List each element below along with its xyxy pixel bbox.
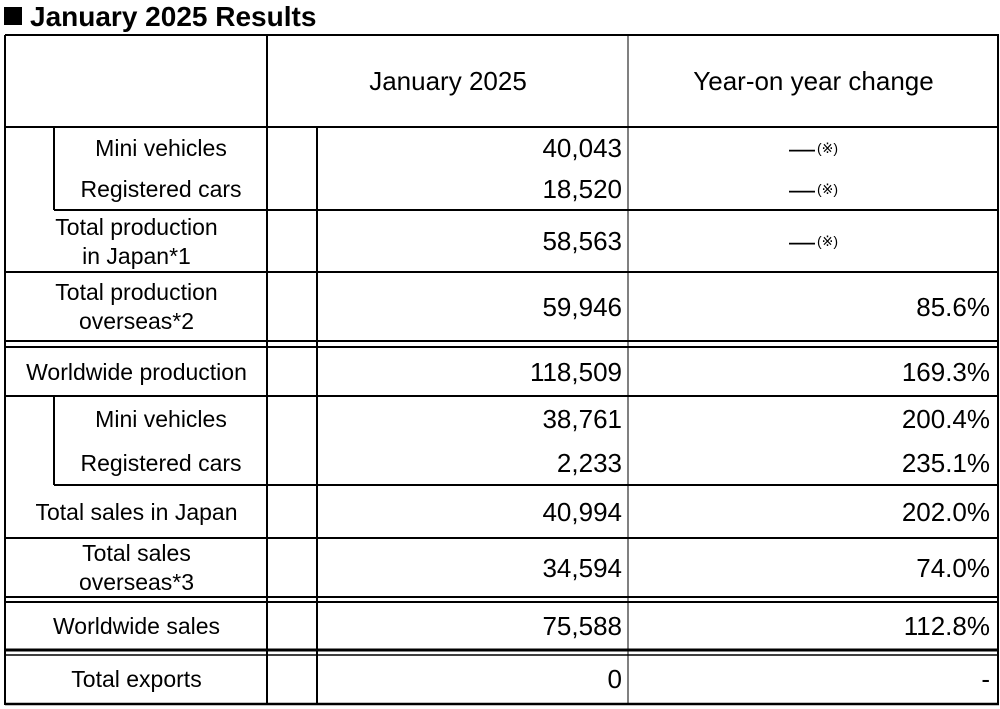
title-text: January 2025 Results [30,1,317,32]
row-change-worldwide-sales: 112.8% [903,610,990,641]
row-change-registered-cars-sales: 235.1% [901,447,990,478]
row-label-total-production-japan: Total production in Japan*1 [55,213,218,269]
row-label-worldwide-sales: Worldwide sales [52,612,221,639]
row-label-mini-vehicles-sales: Mini vehicles [95,405,227,432]
row-value-total-exports: 0 [607,664,622,694]
row-value-mini-vehicles-production: 40,043 [542,133,622,163]
row-value-mini-vehicles-sales: 38,761 [542,403,622,434]
row-value-total-sales-japan: 40,994 [542,496,622,527]
row-label-total-production-overseas: Total production overseas*2 [55,279,218,334]
row-label-total-exports: Total exports [71,666,202,692]
row-change-total-sales-overseas: 74.0% [916,552,990,583]
row-change-total-sales-japan: 202.0% [901,496,990,527]
header-january-2025: January 2025 [369,66,527,96]
row-label-total-sales-japan: Total sales in Japan [35,498,238,525]
row-value-worldwide-production: 118,509 [529,356,622,387]
row-value-total-production-overseas: 59,946 [542,291,622,322]
row-change-total-production-japan: ― (※) [788,226,839,256]
row-value-worldwide-sales: 75,588 [542,610,622,641]
row-value-registered-cars-sales: 2,233 [556,447,622,478]
row-value-registered-cars-production: 18,520 [542,174,622,204]
header-yoy-change: Year-on year change [693,66,934,96]
row-change-total-exports: - [981,664,990,694]
row-value-total-production-japan: 58,563 [542,226,622,256]
row-label-registered-cars-sales: Registered cars [80,449,242,476]
row-label-worldwide-production: Worldwide production [26,358,247,385]
row-label-total-sales-overseas: Total sales overseas*3 [78,540,195,595]
row-value-total-sales-overseas: 34,594 [542,552,622,583]
row-change-registered-cars-production: ― (※) [788,174,839,204]
row-label-registered-cars-production: Registered cars [80,176,242,202]
row-label-mini-vehicles-production: Mini vehicles [95,135,227,161]
row-change-mini-vehicles-production: ― (※) [788,133,839,163]
row-change-total-production-overseas: 85.6% [916,291,990,322]
row-change-worldwide-production: 169.3% [901,356,990,387]
row-change-mini-vehicles-sales: 200.4% [901,403,990,434]
